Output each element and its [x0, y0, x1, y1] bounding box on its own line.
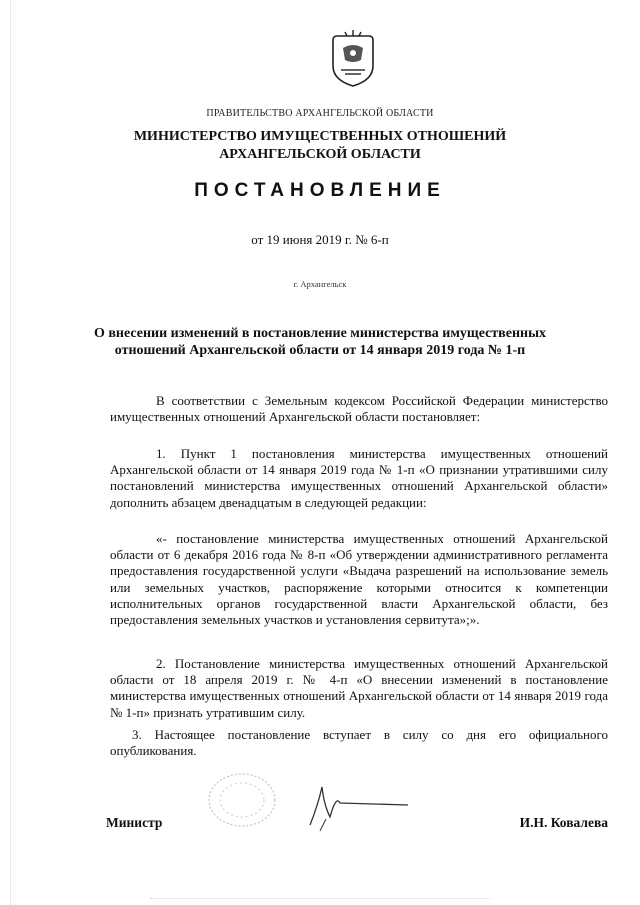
- body-paragraph: 3. Настоящее постановление вступает в силу со дня его официального опубликования.: [110, 727, 608, 759]
- ministry-name-line2: АРХАНГЕЛЬСКОЙ ОБЛАСТИ: [219, 147, 421, 162]
- signatory-role: Министр: [106, 815, 163, 830]
- coat-of-arms-icon: [327, 30, 379, 88]
- body-paragraph: В соответствии с Земельным кодексом Российской Федерации министерство имущественных отношений Архангельской области постановляет:: [110, 393, 608, 425]
- document-type: ПОСТАНОВЛЕНИЕ: [194, 180, 446, 201]
- body-paragraph: 1. Пункт 1 постановления министерства имущественных отношений Архангельской области от 14 января 2019 года № 1-п «О признании утратившими силу постановлений министерства имущественных отношений Архангельской области» дополнить абзацем двенадцатым в следующей редакции:: [110, 446, 608, 510]
- document-title-line1: О внесении изменений в постановление министерства имущественных: [93, 326, 547, 341]
- document-date-number: от 19 июня 2019 г. № 6-п: [251, 232, 389, 247]
- ministry-name-line1: МИНИСТЕРСТВО ИМУЩЕСТВЕННЫХ ОТНОШЕНИЙ: [133, 129, 507, 144]
- scan-bottom-line: [150, 898, 490, 900]
- document-title-line2: отношений Архангельской области от 14 января 2019 года № 1-п: [114, 343, 526, 358]
- document-city: г. Архангельск: [293, 279, 347, 289]
- body-paragraph: 2. Постановление министерства имущественных отношений Архангельской области от 18 апреля 2019 г. № 4-п «О внесении изменений в постановление министерства имущественных отношений Архангельской области от 14 января 2019 года № 1-п» признать утратившим силу.: [110, 656, 608, 720]
- signatory-name: И.Н. Ковалева: [519, 815, 608, 830]
- stamp-icon: [205, 770, 280, 830]
- government-name: ПРАВИТЕЛЬСТВО АРХАНГЕЛЬСКОЙ ОБЛАСТИ: [206, 108, 434, 119]
- handwritten-signature: [300, 775, 420, 835]
- body-paragraph: «- постановление министерства имущественных отношений Архангельской области от 6 декабря 2016 года № 8-п «Об утверждении административного регламента предоставления государственной услуги «Выдача разрешений на использование земель или земельных участков, распоряжение которыми относится к компетенции исполнительных органов государственной власти Архангельской области, без предоставления земельных участков и установления сервитута»;».: [110, 531, 608, 628]
